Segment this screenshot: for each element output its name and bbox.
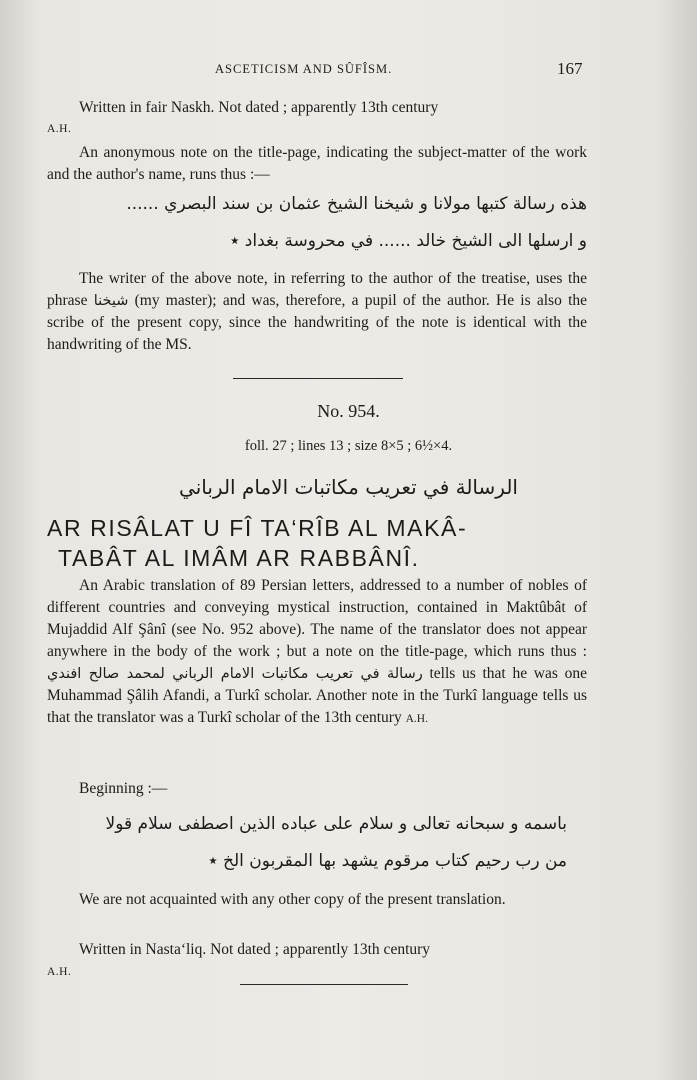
running-header: ASCETICISM AND SÛFÎSM.: [215, 62, 393, 76]
description-text-b: tells us that he was one Muhammad Şâlih Afandi, a Turkî scholar. Another note in the Turkî language tells us that the translator was a Turkî scholar of the 13th century: [47, 665, 587, 726]
description-text-a: An Arabic translation of 89 Persian letters, addressed to a number of nobles of different countries and conveying mystical instruction, contained in Maktûbât of Mujaddid Alf Şânî (see No. 952 above). The name of the translator does not appear anywhere in the body of the work ; but a note on the title-page, which runs thus :: [47, 577, 587, 660]
entry-number: No. 954.: [317, 401, 380, 421]
end-divider: [240, 984, 408, 985]
folio-info: foll. 27 ; lines 13 ; size 8×5 ; 6½×4.: [244, 438, 453, 454]
section-divider: [233, 378, 403, 379]
arabic-phrase: شيخنا: [93, 293, 129, 309]
title-line-1: AR RISÂLAT U FÎ TA‘RÎB AL MAKÂ-: [47, 515, 468, 541]
page-number: 167: [557, 59, 583, 78]
written-note-end: Written in Nasta‘liq. Not dated ; apparently 13th century: [79, 941, 431, 958]
written-note: Written in fair Naskh. Not dated ; apparently 13th century: [79, 99, 439, 116]
arabic-inline-note: رسالة في تعريب مكاتبات الامام الرباني لمحمد صالح افندي: [47, 666, 423, 682]
not-acquainted-note: We are not acquainted with any other copy of the present translation.: [79, 891, 506, 908]
arabic-note-line-1: هذه رسالة كتبها مولانا و شيخنا الشيخ عثمان بن سند البصري ......: [126, 194, 587, 214]
ah-abbrev-end: A.H.: [47, 966, 72, 978]
ah-abbrev: A.H.: [47, 123, 72, 135]
beginning-arabic-line-2: من رب رحيم كتاب مرقوم يشهد بها المقربون الخ ٭: [208, 851, 567, 871]
title-line-2: TABÂT AL IMÂM AR RABBÂNÎ.: [58, 545, 420, 571]
writer-text-a: The writer of the above note, in referring to the author of the treatise, uses the phrase: [47, 270, 587, 309]
writer-text-b: (my master); and was, therefore, a pupil of the author. He is also the scribe of the present copy, since the handwriting of the note is identical with the handwriting of the MS.: [47, 292, 588, 353]
ah-abbrev: A.H.: [405, 713, 428, 725]
note-intro: An anonymous note on the title-page, indicating the subject-matter of the work and the author's name, runs thus :—: [47, 144, 587, 183]
writer-paragraph: [47, 268, 587, 356]
arabic-title: الرسالة في تعريب مكاتبات الامام الرباني: [179, 475, 518, 499]
beginning-label: Beginning :—: [79, 780, 168, 797]
arabic-note-line-2: و ارسلها الى الشيخ خالد ...... في محروسة بغداد ٭: [230, 231, 587, 251]
description-paragraph: [47, 575, 587, 730]
beginning-arabic-line-1: باسمه و سبحانه تعالى و سلام على عباده الذين اصطفى سلام قولا: [105, 814, 567, 834]
